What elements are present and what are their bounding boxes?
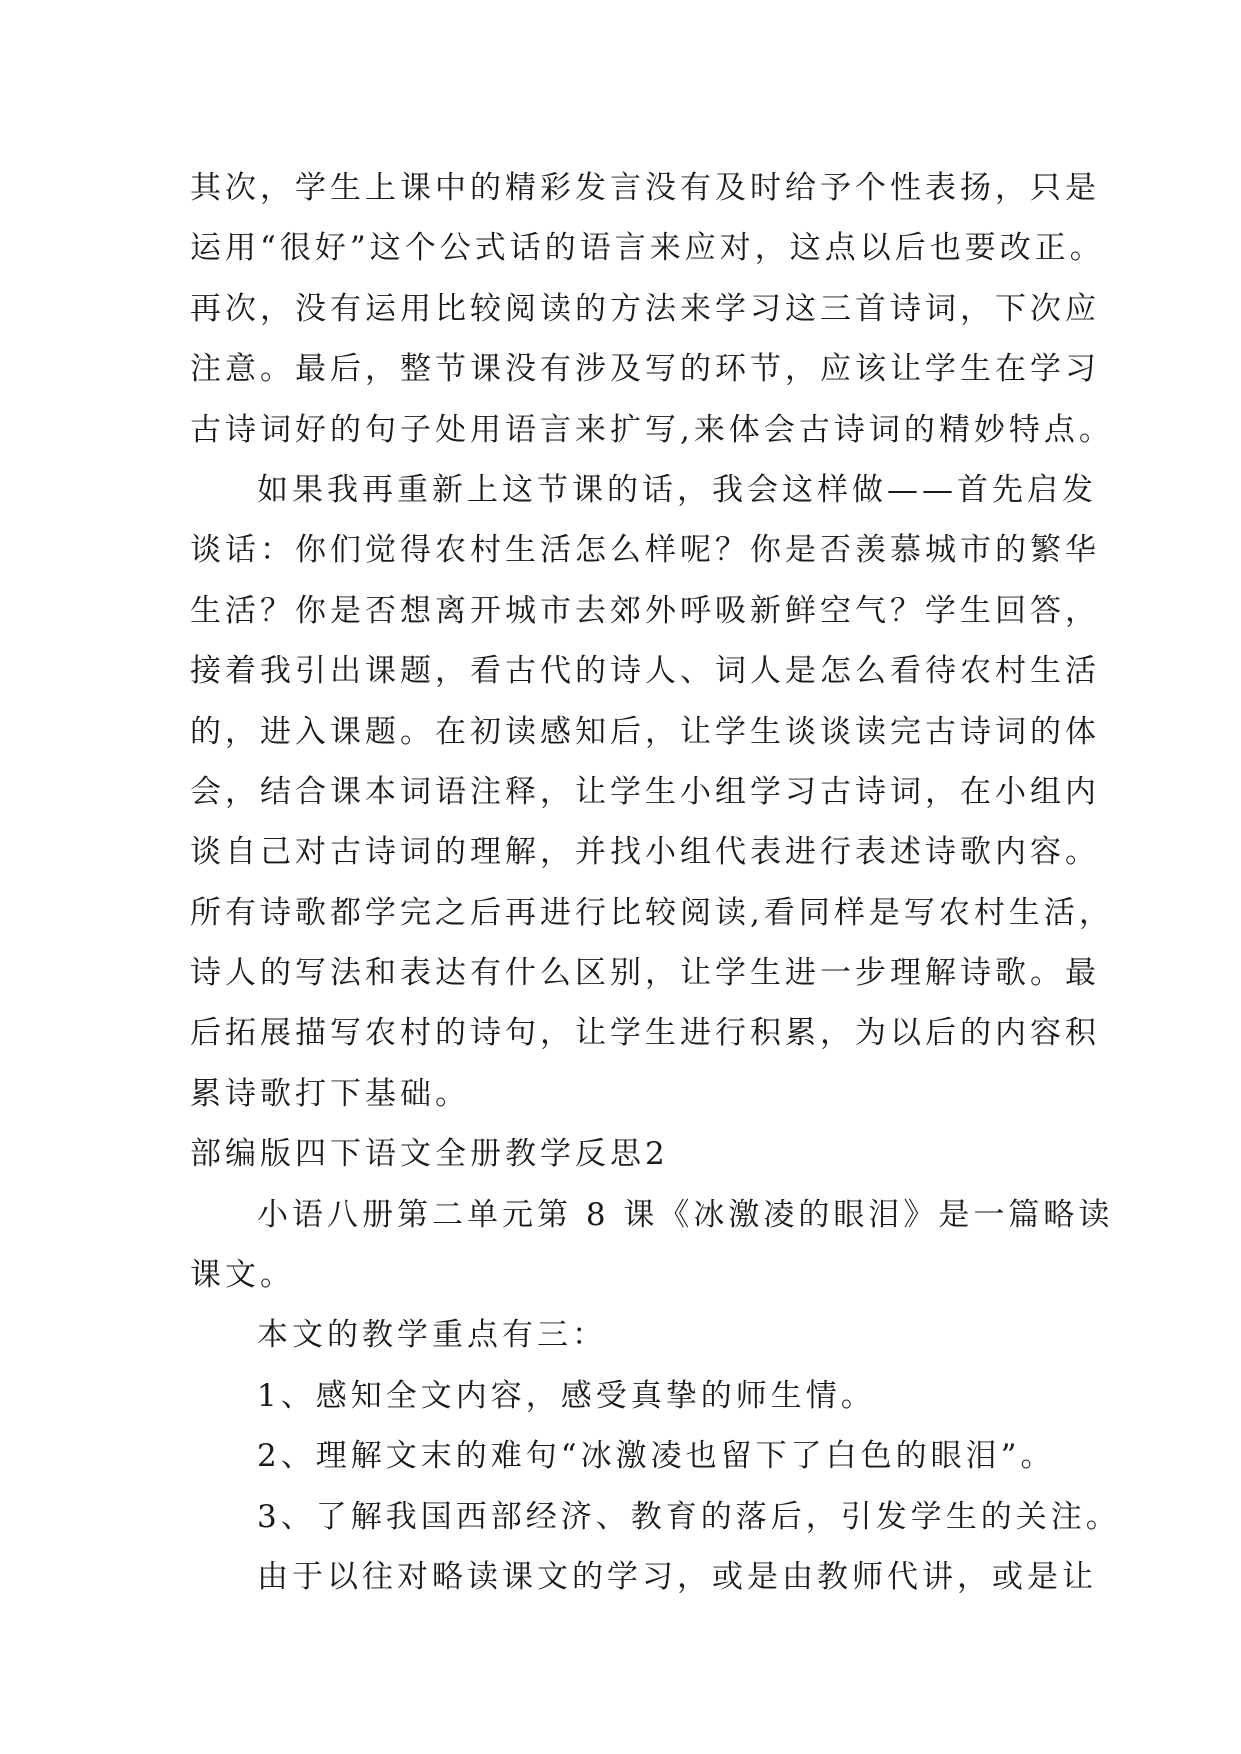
text-line: 如果我再重新上这节课的话，我会这样做——首先启发: [257, 471, 1097, 508]
text-line: 由于以往对略读课文的学习，或是由教师代讲，或是让: [257, 1558, 1097, 1595]
text-line: 会，结合课本词语注释，让学生小组学习古诗词，在小组内: [190, 773, 1100, 810]
document-body: [190, 158, 1121, 1607]
text-line: 部编版四下语文全册教学反思2: [190, 1136, 669, 1173]
text-line: 谈话：你们觉得农村生活怎么样呢？你是否羡慕城市的繁华: [190, 532, 1100, 569]
text-line: 运用“很好”这个公式话的语言来应对，这点以后也要改正。: [190, 230, 1105, 267]
text-line: 再次，没有运用比较阅读的方法来学习这三首诗词，下次应: [190, 290, 1100, 327]
text-line: 注意。最后，整节课没有涉及写的环节，应该让学生在学习: [190, 351, 1100, 388]
text-line: 本文的教学重点有三：: [257, 1317, 607, 1354]
text-line: 3、了解我国西部经济、教育的落后，引发学生的关注。: [257, 1498, 1121, 1535]
text-line: 生活？你是否想离开城市去郊外呼吸新鲜空气？学生回答，: [190, 592, 1100, 629]
text-line: 古诗词好的句子处用语言来扩写,来体会古诗词的精妙特点。: [190, 411, 1114, 448]
text-line: 诗人的写法和表达有什么区别，让学生进一步理解诗歌。最: [190, 955, 1100, 992]
text-line: 的，进入课题。在初读感知后，让学生谈谈读完古诗词的体: [190, 713, 1100, 750]
text-line: 小语八册第二单元第 8 课《冰激凌的眼泪》是一篇略读: [257, 1196, 1114, 1233]
text-line: 累诗歌打下基础。: [190, 1075, 470, 1112]
text-line: 谈自己对古诗词的理解，并找小组代表进行表述诗歌内容。: [190, 834, 1100, 871]
text-line: 接着我引出课题，看古代的诗人、词人是怎么看待农村生活: [190, 653, 1100, 690]
text-line: 2、理解文末的难句“冰激凌也留下了白色的眼泪”。: [257, 1438, 1056, 1475]
text-line: 其次，学生上课中的精彩发言没有及时给予个性表扬，只是: [190, 170, 1100, 206]
text-line: 1、感知全文内容，感受真挚的师生情。: [257, 1377, 876, 1414]
text-line: 课文。: [190, 1257, 295, 1294]
text-line: 后拓展描写农村的诗句，让学生进行积累，为以后的内容积: [190, 1015, 1100, 1052]
text-line: 所有诗歌都学完之后再进行比较阅读,看同样是写农村生活，: [190, 894, 1114, 931]
